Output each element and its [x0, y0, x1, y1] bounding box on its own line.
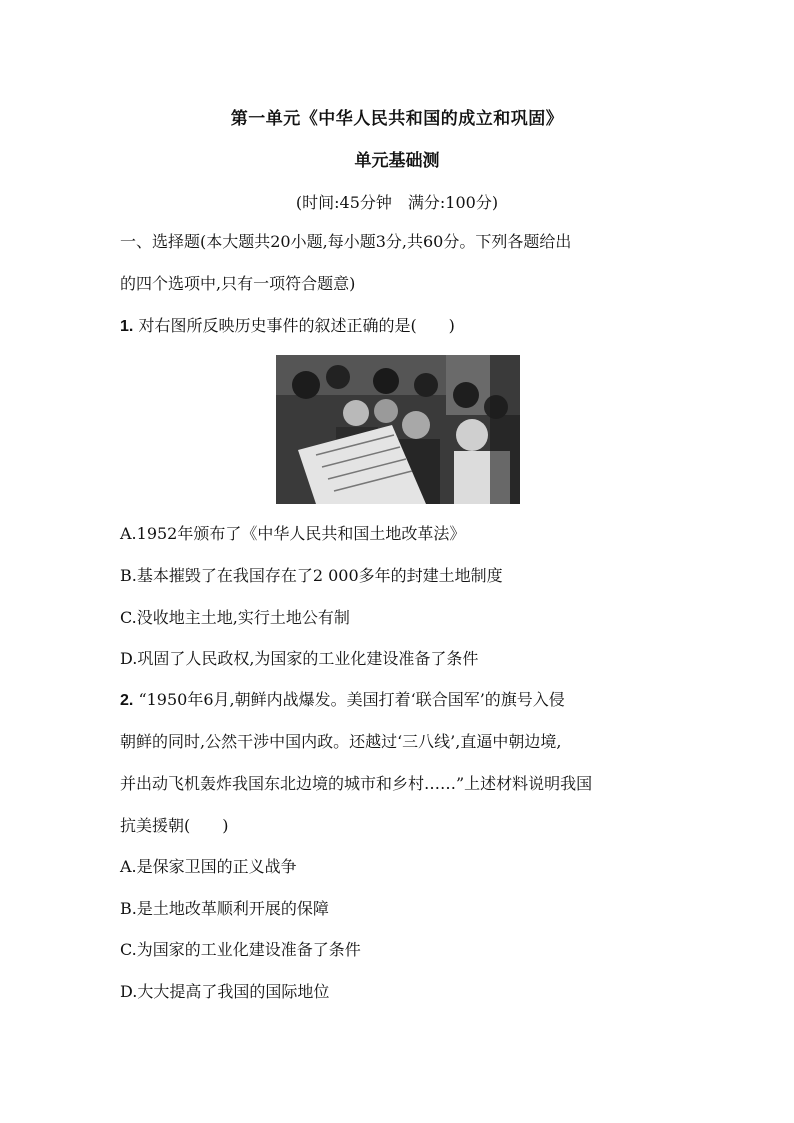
question-2-stem-line-2: 朝鲜的同时,公然干涉中国内政。还越过‘三八线’,直逼中朝边境, [120, 732, 562, 751]
section-heading-line-2: 的四个选项中,只有一项符合题意) [120, 274, 356, 293]
question-2-stem-line-4: 抗美援朝( ) [120, 816, 229, 835]
question-1-option-b: B.基本摧毁了在我国存在了2 000多年的封建土地制度 [120, 566, 503, 585]
question-1-number: 1. [120, 318, 134, 335]
question-2-option-d: D.大大提高了我国的国际地位 [120, 982, 330, 1001]
question-1-stem [120, 316, 680, 337]
section-heading-line-1: 一、选择题(本大题共20小题,每小题3分,共60分。下列各题给出 [120, 232, 572, 251]
question-1-option-d: D.巩固了人民政权,为国家的工业化建设准备了条件 [120, 649, 479, 668]
question-2-number: 2. [120, 692, 134, 709]
question-1-text: 对右图所反映历史事件的叙述正确的是( ) [138, 316, 455, 335]
question-1-option-a: A.1952年颁布了《中华人民共和国土地改革法》 [120, 524, 466, 543]
question-2-stem-line-1 [120, 690, 680, 711]
question-2-option-a: A.是保家卫国的正义战争 [120, 857, 297, 876]
exam-meta: (时间:45分钟 满分:100分) [295, 193, 499, 212]
page-title: 第一单元《中华人民共和国的成立和巩固》 [230, 109, 564, 129]
question-1-option-c: C.没收地主土地,实行土地公有制 [120, 608, 350, 627]
question-2-text-line-1: “1950年6月,朝鲜内战爆发。美国打着‘联合国军’的旗号入侵 [138, 690, 565, 709]
page-subtitle: 单元基础测 [354, 151, 440, 171]
question-2-option-b: B.是土地改革顺利开展的保障 [120, 899, 329, 918]
question-2-stem-line-3: 并出动飞机轰炸我国东北边境的城市和乡村……”上述材料说明我国 [120, 774, 593, 793]
land-reform-photo [276, 355, 520, 504]
question-2-option-c: C.为国家的工业化建设准备了条件 [120, 940, 361, 959]
